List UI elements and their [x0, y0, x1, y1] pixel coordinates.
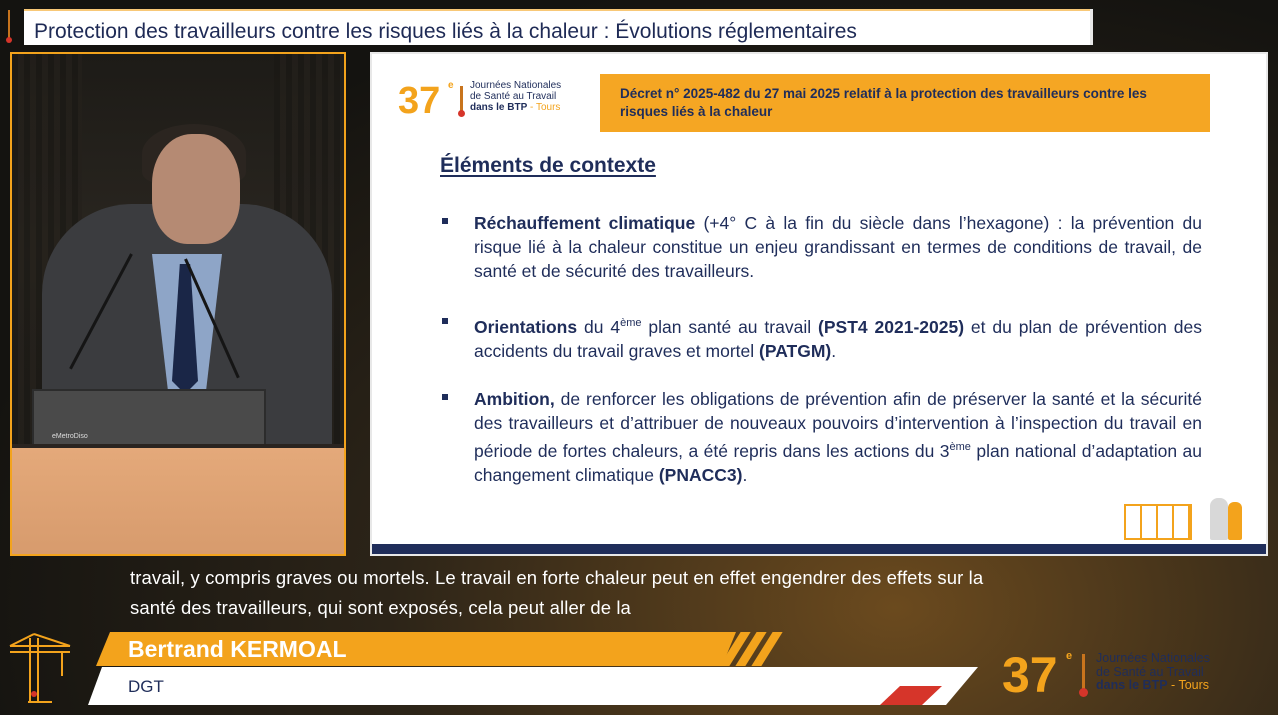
logo-line1: Journées Nationales: [1096, 651, 1210, 665]
logo-sup: e: [1066, 650, 1073, 662]
laptop-label: eMetroDiso: [52, 433, 88, 440]
section-title: Éléments de contexte: [440, 154, 656, 177]
page-title: Protection des travailleurs contre les risques liés à la chaleur : Évolutions réglementaires: [34, 20, 857, 43]
presentation-slide: [370, 52, 1268, 556]
title-bar: [24, 9, 1093, 45]
role-bar: [88, 667, 978, 705]
speaker-name: Bertrand KERMOAL: [128, 636, 347, 662]
speaker-head: [152, 134, 240, 244]
logo-line2: de Santé au Travail: [470, 91, 557, 102]
bullet-text: Orientations du 4ème plan santé au travail (PST4 2021-2025) et du plan de prévention des accidents du travail graves et mortel (PATGM).: [474, 316, 1202, 361]
event-logo: [398, 78, 598, 122]
bullet-text: Ambition, de renforcer les obligations de prévention afin de préserver la santé et la sécurité des travailleurs et d’attribuer de nouveaux pouvoirs d’intervention à l’inspection du travail en période de fortes chaleurs, a été repris dans les actions du 3ème plan national d’adaptation au changement climatique (PNACC3).: [474, 389, 1202, 485]
worker-illustration: [1210, 498, 1228, 540]
logo-line2: de Santé au Travail: [1096, 664, 1204, 679]
logo-sup: e: [448, 80, 454, 91]
worker-illustration: [1228, 502, 1242, 540]
logo-number: 37: [1002, 647, 1058, 703]
speaker-role: DGT: [128, 677, 164, 696]
crane-icon: [8, 632, 72, 706]
logo-line3: dans le BTP - Tours: [1096, 678, 1210, 692]
logo-text: [470, 80, 561, 113]
decorative-stripes: [722, 632, 772, 666]
subtitle-line-1: travail, y compris graves ou mortels. Le travail en forte chaleur peut en effet engendrer des effets sur la: [130, 567, 984, 588]
construction-illustration: [1124, 496, 1244, 540]
thermometer-icon: [6, 10, 12, 44]
corner-event-logo: [1002, 647, 1252, 703]
bullet-icon: [442, 318, 448, 324]
subtitle-line-2: santé des travailleurs, qui sont exposés, cela peut aller de la: [130, 597, 631, 618]
bullet-text: Réchauffement climatique (+4° C à la fin du siècle dans l’hexagone) : la prévention du risque lié à la chaleur constitue un enjeu grandissant en termes de conditions de travail, de santé et de sécurité des travailleurs.: [474, 213, 1202, 281]
thermometer-icon: [1082, 654, 1085, 690]
bullet-icon: [442, 394, 448, 400]
slide-footer-bar: [372, 544, 1266, 554]
logo-text: [1096, 652, 1210, 693]
title-bar-accent: [24, 9, 1090, 11]
thermometer-icon: [460, 86, 463, 112]
logo-number: 37: [398, 80, 441, 122]
decree-banner: Décret n° 2025-482 du 27 mai 2025 relatif à la protection des travailleurs contre les risques liés à la chaleur: [600, 74, 1210, 132]
bullet-icon: [442, 218, 448, 224]
podium: [12, 444, 346, 556]
speaker-video: [10, 52, 346, 556]
logo-line3: dans le BTP - Tours: [470, 102, 561, 113]
scaffold-illustration: [1124, 504, 1192, 540]
logo-line1: Journées Nationales: [470, 80, 562, 91]
